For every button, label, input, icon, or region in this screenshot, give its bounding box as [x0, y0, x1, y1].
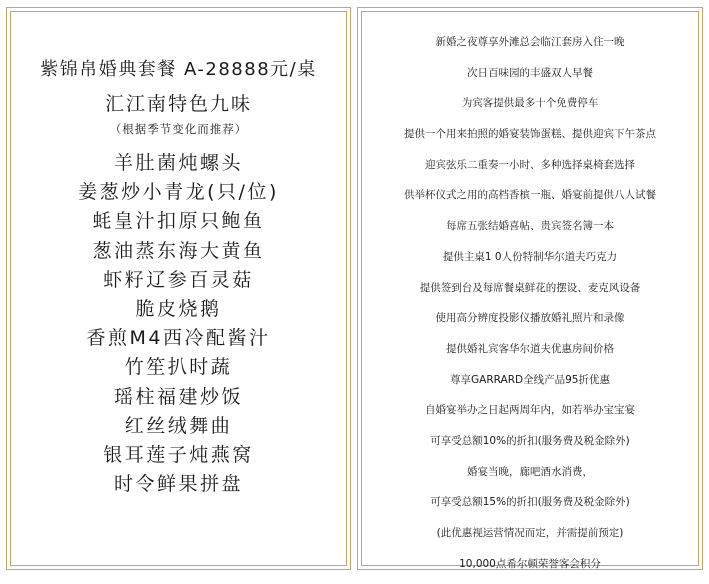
benefit-item: 自婚宴举办之日起两周年内，如若举办宝宝宴 [425, 404, 635, 417]
benefit-item: (此优惠视运营情况而定，并需提前预定) [436, 527, 624, 539]
dish-item: 瑶柱福建炒饭 [113, 385, 243, 408]
benefit-item: 每席五张结婚喜帖、贵宾签名簿一本 [446, 220, 614, 233]
dish-item: 羊肚菌炖螺头 [113, 152, 243, 174]
benefit-item: 可享受总额10%的折扣(服务费及税金除外) [430, 434, 630, 447]
menu-subtitle: 汇江南特色九味 [104, 93, 252, 115]
dish-item: 竹笙扒时蔬 [124, 356, 233, 379]
benefit-list [358, 32, 702, 584]
dish-item: 脆皮烧鹅 [135, 297, 222, 320]
benefit-item: 迎宾弦乐二重奏一小时、多种选择桌椅套选择 [425, 158, 635, 171]
benefit-item: 提供婚礼宾客华尔道夫优惠房间价格 [446, 342, 614, 355]
benefit-item: 提供签到台及每席餐桌鲜花的摆设、麦克风设备 [419, 281, 641, 294]
benefit-item: 供举杯仪式之用的高档香槟一瓶、婚宴前提供八人试餐 [404, 189, 656, 202]
benefit-item: 新婚之夜尊享外滩总会临江套房入住一晚 [435, 36, 625, 48]
benefit-item: 提供一个用来拍照的婚宴装饰蛋糕、提供迎宾下午茶点 [404, 128, 656, 141]
dish-item: 时令鲜果拼盘 [113, 473, 243, 496]
benefit-item: 婚宴当晚，廊吧酒水消费， [467, 465, 593, 478]
menu-title: 紫锦帛婚典套餐 A-28888元/桌 [40, 59, 317, 80]
benefit-item: 使用高分辨度投影仪播放婚礼照片和录像 [435, 312, 625, 325]
benefit-item: 可享受总额15%的折扣(服务费及税金除外) [430, 496, 630, 509]
dish-item: 姜葱炒小青龙(只/位) [78, 181, 279, 204]
benefit-item: 尊享GARRARD全线产品95折优惠 [450, 373, 610, 386]
menu-panel [6, 7, 351, 570]
dish-list [7, 149, 350, 499]
menu-content [7, 8, 350, 569]
benefits-panel [357, 7, 703, 570]
dish-item: 蚝皇汁扣原只鲍鱼 [92, 210, 265, 233]
dish-item: 虾籽辽参百灵菇 [103, 268, 254, 291]
dish-item: 葱油蒸东海大黄鱼 [92, 239, 265, 262]
benefit-item: 提供主桌1 0人份特制华尔道夫巧克力 [442, 250, 618, 263]
dish-item: 香煎M4西冷配酱汁 [86, 327, 271, 350]
benefit-item: 10,000点希尔顿荣誉客会积分 [459, 557, 601, 570]
menu-note: （根据季节变化而推荐） [109, 122, 248, 136]
dish-item: 红丝绒舞曲 [124, 414, 233, 437]
benefit-item: 次日百味园的丰盛双人早餐 [467, 66, 593, 79]
benefit-item: 为宾客提供最多十个免费停车 [461, 97, 599, 110]
dish-item: 银耳莲子炖燕窝 [103, 443, 254, 466]
